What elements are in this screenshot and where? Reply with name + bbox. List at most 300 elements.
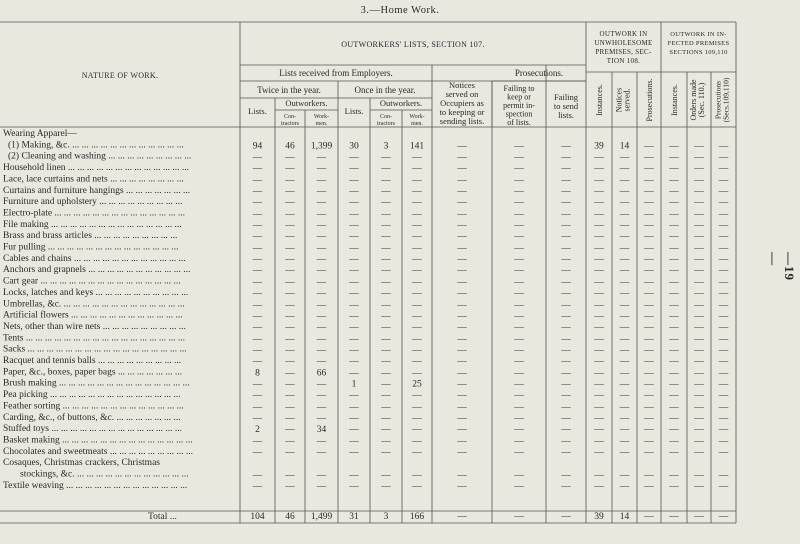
- table-cell: —: [644, 254, 654, 265]
- table-cell: —: [694, 311, 704, 322]
- total-cell: 1,499: [310, 512, 333, 522]
- table-cell: —: [349, 277, 359, 288]
- table-cell: —: [285, 254, 295, 265]
- prosecutions-col-header: Prosecutions.: [645, 78, 654, 122]
- table-cell: —: [561, 436, 571, 447]
- row-label: Artificial flowers ... ... ... ... ... ... ... ... ... ... ... ...: [3, 310, 183, 321]
- row-label: Feather sorting ... ... ... ... ... ... ... ... ... ... ... ... ...: [3, 401, 184, 412]
- table-cell: —: [316, 288, 327, 299]
- table-cell: —: [594, 322, 604, 333]
- table-cell: —: [594, 277, 604, 288]
- table-cell: —: [285, 322, 295, 333]
- table-cell: —: [594, 288, 604, 299]
- table-cell: —: [669, 447, 679, 458]
- table-cell: —: [252, 220, 263, 231]
- table-cell: —: [381, 413, 391, 424]
- table-cell: —: [457, 481, 467, 492]
- table-cell: 1,399: [310, 141, 333, 152]
- failing-to-keep-header: Failing to: [503, 84, 535, 93]
- table-cell: —: [561, 447, 571, 458]
- table-cell: —: [644, 391, 654, 402]
- outwork-unwholesome-header: OUTWORK IN: [599, 30, 648, 38]
- table-cell: —: [381, 152, 391, 163]
- table-cell: —: [644, 413, 654, 424]
- once-in-year-header: Once in the year.: [354, 85, 416, 95]
- prosecutions-secs-header: (Secs.109,110): [721, 77, 731, 123]
- notices-served-header: served.: [622, 88, 632, 112]
- table-cell: —: [718, 470, 729, 481]
- table-cell: —: [669, 436, 679, 447]
- table-cell: —: [718, 254, 729, 265]
- row-label: Stuffed toys ... ... ... ... ... ... ... ... ... ... ... ... ... ...: [3, 424, 183, 435]
- table-cell: —: [669, 413, 679, 424]
- row-label: Umbrellas, &c. ... ... ... ... ... ... ... ... ... ... ... ... ...: [3, 299, 185, 310]
- page-title: 3.—Home Work.: [360, 5, 440, 16]
- table-cell: —: [285, 152, 295, 163]
- table-cell: —: [285, 425, 295, 436]
- table-cell: —: [644, 481, 654, 492]
- table-cell: —: [349, 481, 359, 492]
- table-cell: —: [381, 232, 391, 243]
- table-cell: —: [316, 481, 327, 492]
- table-cell: —: [316, 300, 327, 311]
- table-cell: —: [412, 357, 422, 367]
- table-cell: —: [285, 481, 295, 492]
- table-cell: —: [694, 175, 704, 186]
- table-cell: —: [694, 425, 704, 436]
- table-cell: —: [381, 254, 391, 265]
- table-cell: —: [349, 288, 359, 299]
- table-cell: —: [349, 300, 359, 311]
- row-label: Electro-plate ... ... ... ... ... ... ... ... ... ... ... ... ... ...: [3, 208, 186, 219]
- table-cell: —: [718, 220, 729, 231]
- table-cell: —: [718, 357, 729, 367]
- failing-to-send-header: lists.: [558, 110, 574, 120]
- table-cell: —: [514, 266, 524, 277]
- outworkers-header: Outworkers.: [285, 98, 328, 108]
- table-cell: —: [349, 413, 359, 424]
- table-cell: —: [514, 402, 524, 413]
- table-cell: —: [252, 288, 263, 299]
- table-cell: —: [561, 391, 571, 402]
- table-cell: —: [316, 209, 327, 220]
- table-cell: —: [694, 152, 704, 163]
- table-cell: —: [285, 232, 295, 243]
- table-cell: —: [644, 345, 654, 356]
- table-cell: —: [694, 141, 704, 152]
- table-cell: —: [594, 368, 604, 379]
- table-cell: —: [412, 175, 422, 186]
- table-cell: —: [412, 254, 422, 265]
- table-cell: —: [349, 436, 359, 447]
- table-cell: —: [669, 470, 679, 481]
- contractors-header: Con-: [380, 114, 392, 120]
- table-cell: —: [316, 413, 327, 424]
- table-cell: —: [514, 186, 524, 197]
- table-cell: —: [644, 288, 654, 299]
- instances-header: Instances.: [595, 84, 604, 116]
- table-cell: —: [381, 209, 391, 220]
- table-cell: —: [285, 470, 295, 481]
- table-cell: —: [412, 232, 422, 243]
- table-cell: —: [412, 277, 422, 288]
- table-cell: —: [561, 322, 571, 333]
- table-cell: —: [619, 379, 630, 390]
- table-cell: —: [412, 425, 422, 436]
- table-cell: —: [669, 232, 679, 243]
- table-cell: —: [718, 243, 729, 254]
- orders-made-header: (Sec. 110.): [697, 82, 706, 118]
- notices-on-occupiers-header: served on: [445, 89, 479, 99]
- table-cell: —: [252, 357, 263, 367]
- table-cell: —: [669, 300, 679, 311]
- table-cell: —: [669, 391, 679, 402]
- table-cell: 2: [255, 425, 260, 436]
- table-cell: —: [619, 266, 630, 277]
- table-cell: —: [694, 266, 704, 277]
- table-cell: —: [718, 277, 729, 288]
- table-cell: —: [316, 322, 327, 333]
- table-cell: —: [669, 152, 679, 163]
- workmen-header: Work-: [409, 114, 425, 120]
- table-cell: —: [514, 254, 524, 265]
- table-cell: —: [285, 334, 295, 345]
- row-label: Locks, latches and keys ... ... ... ... ... ... ... ... ... ...: [3, 287, 189, 298]
- table-cell: —: [412, 345, 422, 356]
- table-cell: —: [694, 254, 704, 265]
- table-cell: —: [252, 379, 263, 390]
- table-cell: —: [594, 186, 604, 197]
- table-cell: —: [514, 413, 524, 424]
- table-cell: —: [694, 164, 704, 175]
- table-cell: —: [412, 322, 422, 333]
- failing-to-keep-header: of lists.: [507, 118, 531, 127]
- row-label: Curtains and furniture hangings ... ... ... ... ... ... ...: [3, 185, 191, 196]
- table-cell: —: [619, 198, 630, 209]
- table-cell: —: [285, 164, 295, 175]
- table-cell: —: [514, 391, 524, 402]
- table-cell: —: [457, 220, 467, 231]
- table-cell: —: [252, 164, 263, 175]
- table-cell: —: [514, 198, 524, 209]
- table-cell: —: [349, 186, 359, 197]
- table-cell: —: [285, 413, 295, 424]
- table-cell: —: [594, 164, 604, 175]
- table-cell: —: [457, 277, 467, 288]
- table-cell: —: [619, 436, 630, 447]
- table-cell: —: [285, 447, 295, 458]
- table-cell: —: [594, 334, 604, 345]
- table-cell: —: [718, 311, 729, 322]
- row-label: Pea picking ... ... ... ... ... ... ... ... ... ... ... ... ... ...: [3, 390, 181, 401]
- table-cell: —: [514, 164, 524, 175]
- row-label: Chocolates and sweetmeats ... ... ... ... ... ... ... ... ...: [3, 446, 193, 457]
- table-cell: —: [381, 277, 391, 288]
- table-cell: —: [561, 209, 571, 220]
- total-cell: 39: [594, 512, 604, 522]
- table-cell: —: [561, 243, 571, 254]
- failing-to-keep-header: permit in-: [503, 101, 535, 110]
- table-cell: —: [316, 243, 327, 254]
- failing-to-keep-header: spection: [505, 109, 533, 119]
- table-cell: —: [285, 379, 295, 390]
- table-cell: —: [457, 402, 467, 413]
- table-cell: —: [349, 254, 359, 265]
- table-cell: —: [381, 288, 391, 299]
- table-cell: —: [412, 413, 422, 424]
- table-cell: —: [594, 220, 604, 231]
- table-cell: —: [316, 334, 327, 345]
- table-cell: —: [644, 357, 654, 367]
- table-cell: —: [644, 322, 654, 333]
- table-cell: —: [316, 220, 327, 231]
- failing-to-send-header: Failing: [553, 92, 579, 102]
- table-cell: —: [594, 391, 604, 402]
- table-cell: —: [514, 277, 524, 288]
- table-cell: —: [381, 266, 391, 277]
- table-cell: —: [694, 209, 704, 220]
- table-cell: —: [285, 243, 295, 254]
- table-cell: —: [252, 447, 263, 458]
- workmen-header: men.: [315, 121, 328, 127]
- table-cell: —: [381, 220, 391, 231]
- outwork-unwholesome-header: PREMISES, SEC-: [595, 48, 652, 56]
- table-cell: —: [644, 209, 654, 220]
- table-cell: —: [381, 391, 391, 402]
- table-cell: —: [381, 425, 391, 436]
- table-cell: —: [669, 322, 679, 333]
- table-cell: —: [252, 266, 263, 277]
- table-cell: —: [252, 300, 263, 311]
- table-cell: —: [644, 334, 654, 345]
- table-cell: —: [381, 186, 391, 197]
- table-cell: —: [514, 243, 524, 254]
- table-cell: —: [381, 322, 391, 333]
- table-cell: —: [285, 198, 295, 209]
- table-cell: —: [316, 164, 327, 175]
- table-cell: —: [619, 447, 630, 458]
- table-cell: —: [619, 288, 630, 299]
- prosecutions-header: Prosecutions.: [514, 68, 564, 78]
- table-cell: —: [349, 334, 359, 345]
- table-cell: —: [644, 470, 654, 481]
- notices-on-occupiers-header: to keeping or: [439, 107, 485, 117]
- table-cell: —: [619, 357, 630, 367]
- table-cell: —: [694, 368, 704, 379]
- table-cell: —: [619, 300, 630, 311]
- row-label: Furniture and upholstery ... ... ... ... ... ... ... ... ...: [3, 197, 183, 208]
- table-cell: —: [669, 254, 679, 265]
- table-cell: —: [594, 425, 604, 436]
- table-cell: —: [252, 232, 263, 243]
- table-cell: —: [252, 175, 263, 186]
- table-cell: —: [457, 209, 467, 220]
- table-cell: —: [252, 311, 263, 322]
- table-cell: —: [412, 368, 422, 379]
- total-cell: 3: [383, 512, 389, 522]
- table-cell: —: [694, 481, 704, 492]
- outwork-infected-header: FECTED PREMISES: [667, 40, 730, 47]
- table-cell: —: [252, 413, 263, 424]
- total-cell: —: [514, 512, 524, 522]
- table-cell: —: [694, 447, 704, 458]
- table-cell: —: [381, 198, 391, 209]
- table-cell: 66: [316, 368, 327, 379]
- table-cell: —: [412, 209, 422, 220]
- table-cell: —: [514, 481, 524, 492]
- table-cell: —: [669, 345, 679, 356]
- table-cell: —: [694, 334, 704, 345]
- table-cell: —: [644, 300, 654, 311]
- table-cell: —: [718, 334, 729, 345]
- table-cell: —: [252, 391, 263, 402]
- table-cell: —: [457, 266, 467, 277]
- table-cell: —: [381, 164, 391, 175]
- table-cell: —: [316, 447, 327, 458]
- table-cell: —: [514, 300, 524, 311]
- table-cell: —: [718, 152, 729, 163]
- table-cell: —: [718, 481, 729, 492]
- table-cell: —: [349, 198, 359, 209]
- table-cell: —: [644, 277, 654, 288]
- total-cell: —: [694, 512, 704, 522]
- table-cell: —: [349, 175, 359, 186]
- table-cell: —: [457, 164, 467, 175]
- table-cell: —: [619, 311, 630, 322]
- table-cell: —: [514, 175, 524, 186]
- table-cell: —: [285, 175, 295, 186]
- table-cell: —: [644, 141, 654, 152]
- table-cell: —: [718, 266, 729, 277]
- table-cell: —: [252, 186, 263, 197]
- row-label: Cart gear ... ... ... ... ... ... ... ... ... ... ... ... ... ... ...: [3, 276, 181, 287]
- table-cell: —: [412, 402, 422, 413]
- table-cell: —: [669, 164, 679, 175]
- table-cell: —: [457, 322, 467, 333]
- table-cell: —: [669, 481, 679, 492]
- table-cell: —: [252, 254, 263, 265]
- table-cell: —: [316, 266, 327, 277]
- table-cell: —: [252, 334, 263, 345]
- table-cell: —: [316, 345, 327, 356]
- total-cell: —: [669, 512, 679, 522]
- table-cell: —: [457, 288, 467, 299]
- table-cell: —: [718, 186, 729, 197]
- table-cell: —: [594, 345, 604, 356]
- table-cell: —: [457, 152, 467, 163]
- table-cell: —: [457, 254, 467, 265]
- table-cell: —: [561, 413, 571, 424]
- table-cell: —: [457, 436, 467, 447]
- table-cell: —: [718, 300, 729, 311]
- table-cell: —: [285, 266, 295, 277]
- table-cell: —: [316, 232, 327, 243]
- table-cell: —: [594, 254, 604, 265]
- total-cell: —: [644, 512, 654, 522]
- table-cell: —: [457, 186, 467, 197]
- table-cell: —: [381, 379, 391, 390]
- table-cell: —: [644, 220, 654, 231]
- table-cell: —: [619, 209, 630, 220]
- table-cell: —: [594, 175, 604, 186]
- table-cell: —: [669, 311, 679, 322]
- table-cell: —: [619, 232, 630, 243]
- table-cell: —: [718, 141, 729, 152]
- table-cell: —: [644, 164, 654, 175]
- table-cell: —: [457, 413, 467, 424]
- table-cell: —: [669, 175, 679, 186]
- table-cell: —: [694, 232, 704, 243]
- total-cell: 104: [250, 512, 265, 522]
- table-cell: —: [252, 436, 263, 447]
- table-cell: —: [285, 391, 295, 402]
- row-label: Basket making ... ... ... ... ... ... ... ... ... ... ... ... ... ...: [3, 435, 193, 446]
- contractors-header: tractors: [281, 121, 299, 127]
- table-cell: —: [252, 243, 263, 254]
- twice-in-year-header: Twice in the year.: [257, 85, 321, 95]
- total-label: Total ...: [148, 512, 177, 522]
- table-cell: 34: [316, 425, 327, 436]
- table-cell: 1: [351, 379, 357, 390]
- table-cell: —: [412, 186, 422, 197]
- row-label: Racquet and tennis balls ... ... ... ... ... ... ... ... ...: [3, 356, 182, 366]
- table-cell: —: [694, 186, 704, 197]
- table-cell: —: [412, 243, 422, 254]
- row-label: stockings, &c. ... ... ... ... ... ... ... ... ... ... ... ...: [20, 469, 189, 480]
- table-cell: —: [669, 209, 679, 220]
- table-cell: 46: [285, 141, 295, 152]
- table-cell: —: [619, 243, 630, 254]
- table-cell: —: [316, 277, 327, 288]
- table-cell: —: [644, 266, 654, 277]
- table-cell: —: [619, 470, 630, 481]
- table-cell: —: [412, 198, 422, 209]
- table-cell: —: [412, 391, 422, 402]
- row-label: Carding, &c., of buttons, &c. ... ... ... ... ... ... ...: [3, 412, 181, 423]
- table-cell: —: [718, 232, 729, 243]
- row-label: Lace, lace curtains and nets ... ... ... ... ... ... ... ...: [3, 174, 184, 185]
- table-cell: —: [694, 402, 704, 413]
- table-cell: —: [381, 243, 391, 254]
- notices-served-header: Notices: [614, 87, 624, 113]
- total-cell: —: [718, 512, 729, 522]
- table-cell: —: [514, 436, 524, 447]
- table-cell: —: [561, 198, 571, 209]
- table-cell: —: [316, 186, 327, 197]
- table-cell: —: [457, 425, 467, 436]
- table-cell: —: [718, 413, 729, 424]
- total-cell: —: [561, 512, 571, 522]
- table-cell: —: [412, 152, 422, 163]
- table-cell: —: [457, 300, 467, 311]
- table-cell: —: [644, 175, 654, 186]
- table-cell: —: [457, 232, 467, 243]
- total-cell: —: [457, 512, 467, 522]
- row-label: Anchors and grapnels ... ... ... ... ... ... ... ... ... ... ...: [3, 265, 191, 276]
- table-cell: —: [594, 198, 604, 209]
- table-cell: 39: [594, 141, 604, 152]
- lists-received-header: Lists received from Employers.: [279, 68, 393, 78]
- table-cell: —: [285, 436, 295, 447]
- table-cell: —: [457, 379, 467, 390]
- table-cell: —: [594, 311, 604, 322]
- row-label: Brush making ... ... ... ... ... ... ... ... ... ... ... ... ... ...: [3, 378, 190, 389]
- table-cell: —: [718, 164, 729, 175]
- table-cell: —: [457, 311, 467, 322]
- row-label: Wearing Apparel—: [3, 129, 77, 139]
- table-cell: —: [514, 447, 524, 458]
- table-cell: —: [669, 379, 679, 390]
